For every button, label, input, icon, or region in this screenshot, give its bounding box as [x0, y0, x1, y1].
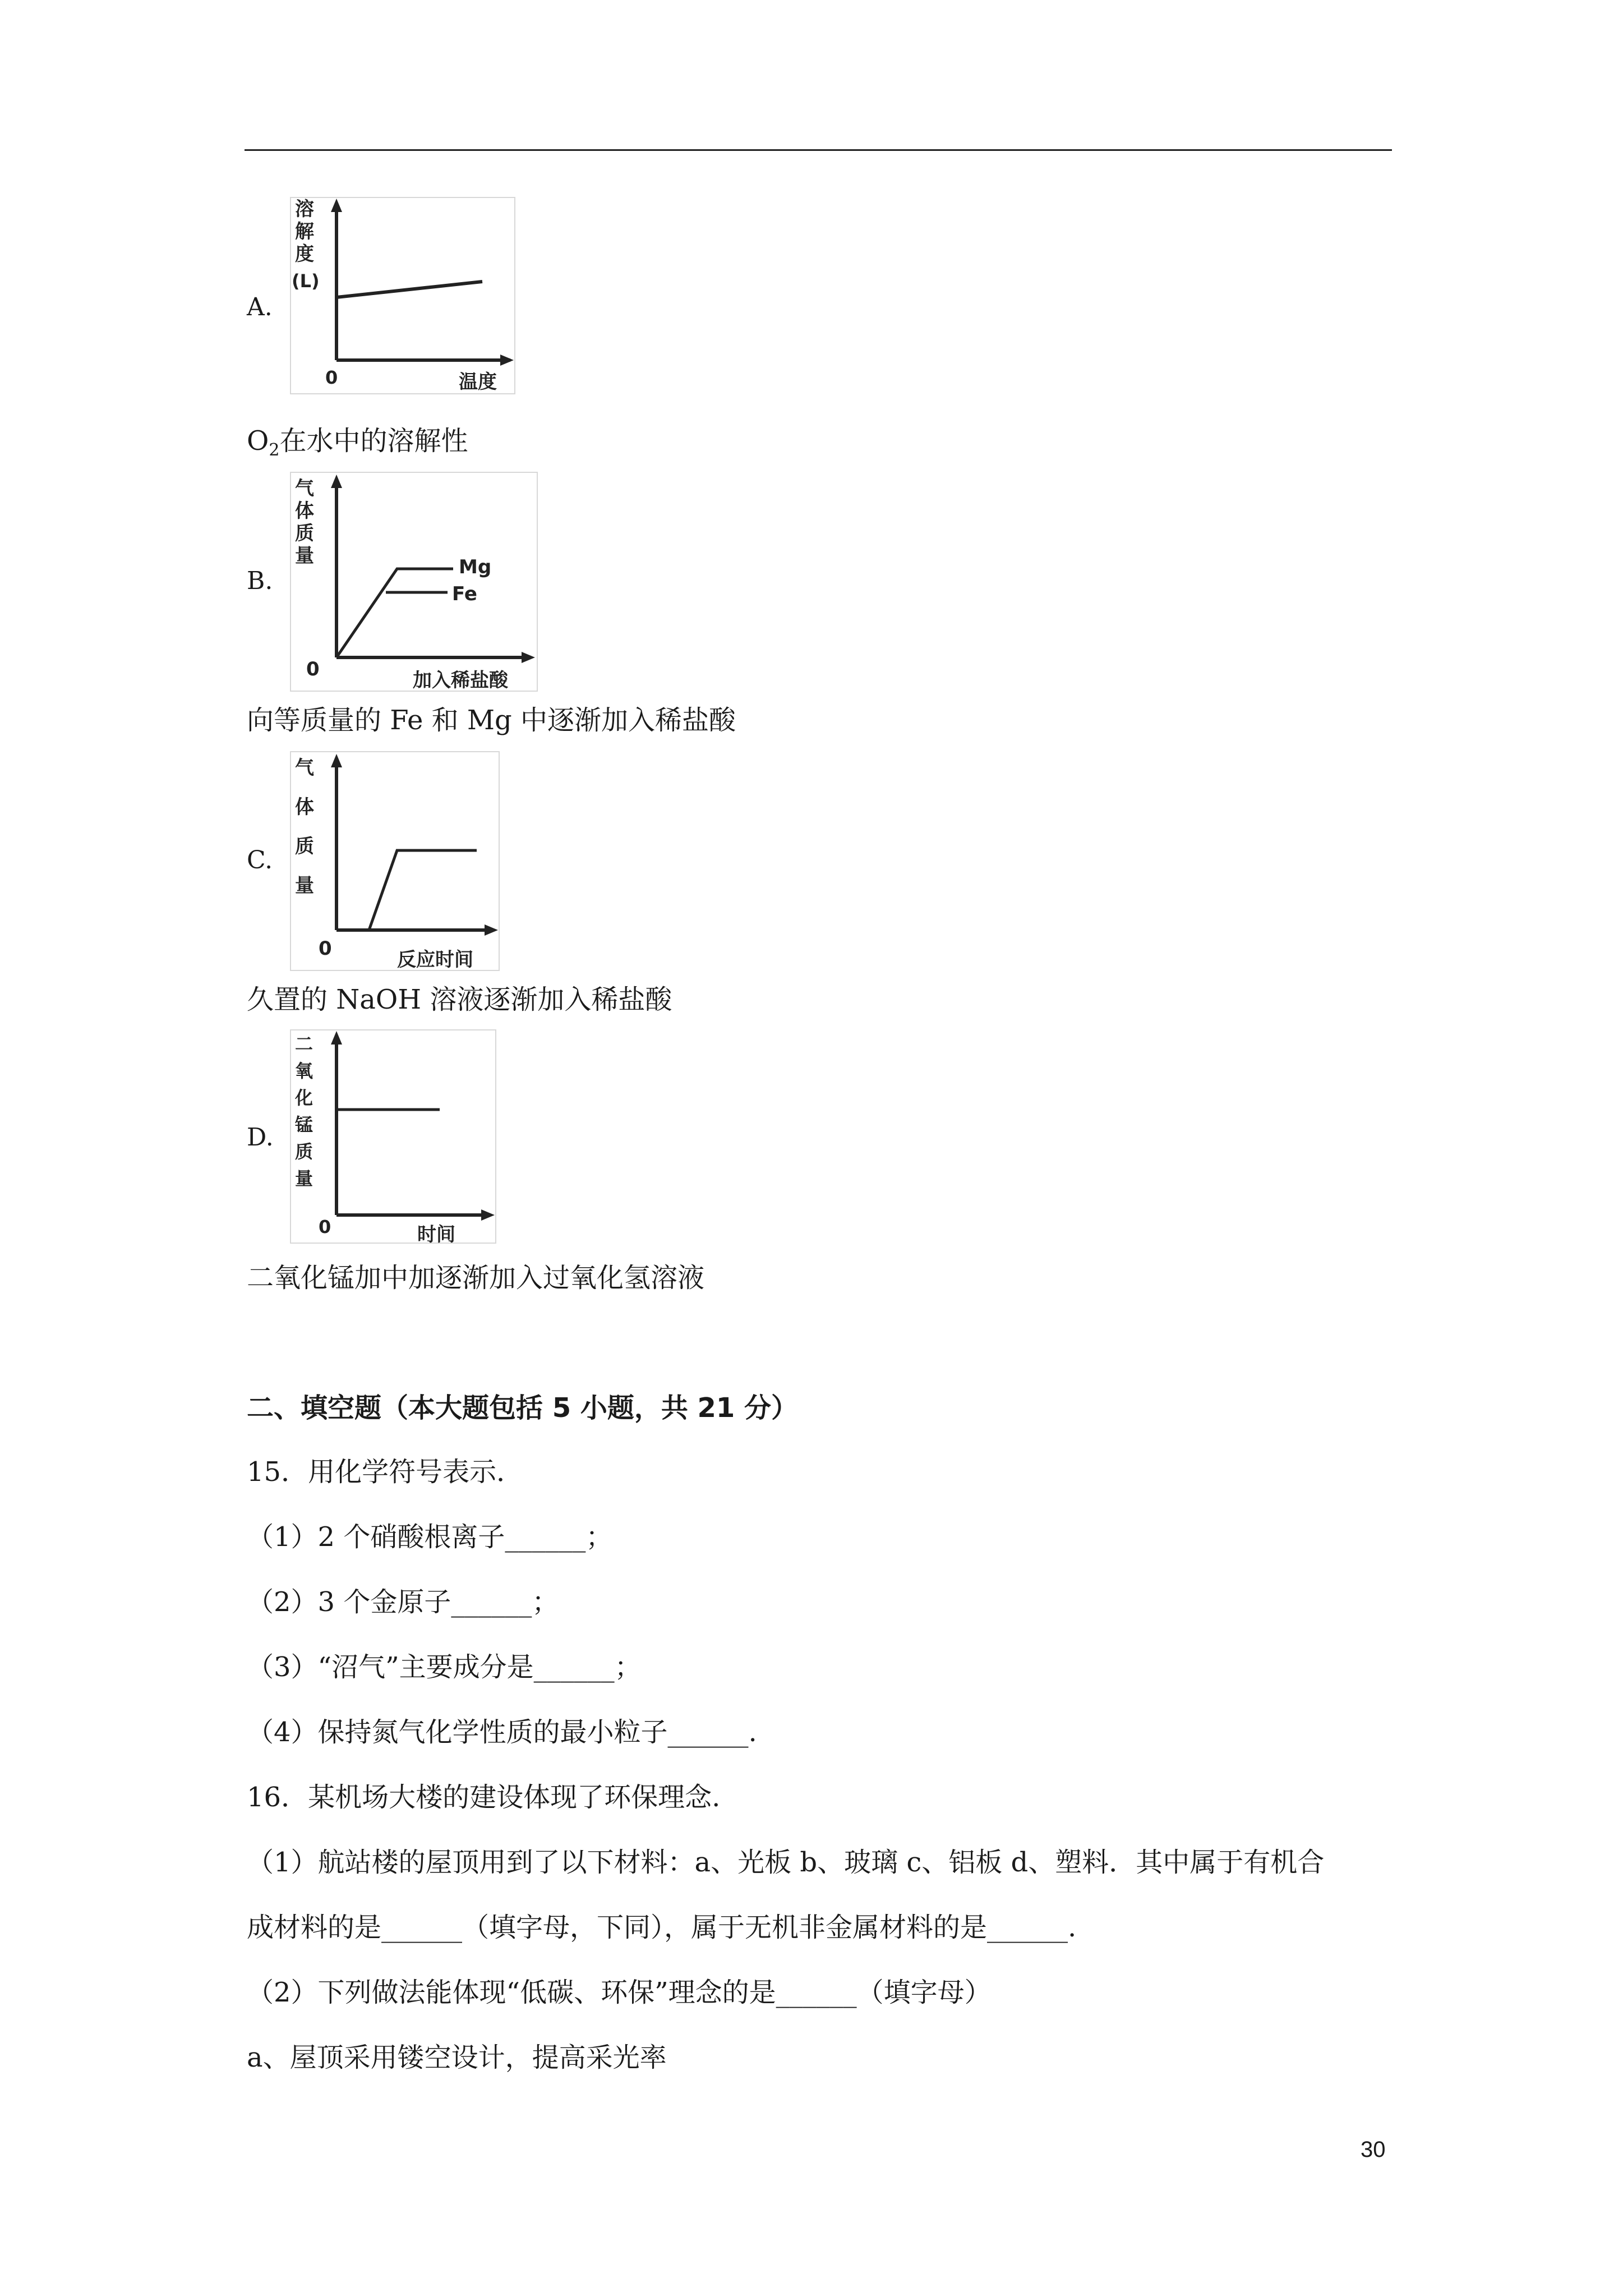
option-a-ylabel-1: 溶 — [295, 198, 314, 220]
option-b-ylabel-1: 气 — [295, 477, 314, 500]
option-b-letter: B. — [247, 567, 273, 595]
q16-line-4: a、屋顶采用镂空设计，提高采光率 — [247, 2042, 667, 2073]
option-b-graph — [291, 472, 537, 691]
option-a-ylabel-4: (L) — [292, 270, 320, 292]
header-rule — [245, 149, 1392, 151]
option-d-ylabel-2: 氧 — [295, 1060, 313, 1082]
option-c-caption: 久置的 NaOH 溶液逐渐加入稀盐酸 — [247, 984, 672, 1015]
option-b-ylabel-4: 量 — [295, 545, 314, 567]
option-d-ylabel-6: 量 — [295, 1168, 313, 1189]
option-a-origin: 0 — [325, 367, 338, 388]
option-a-ylabel-2: 解 — [295, 220, 314, 243]
option-b-caption: 向等质量的 Fe 和 Mg 中逐渐加入稀盐酸 — [247, 705, 736, 736]
option-a-caption: $O_2$在水中的溶解性 — [247, 425, 468, 460]
option-d-ylabel-3: 化 — [295, 1087, 313, 1108]
q16-line-2: 成材料的是______（填字母，下同），属于无机非金属材料的是______. — [247, 1912, 1077, 1943]
option-b-ylabel-2: 体 — [295, 500, 314, 522]
option-c-ylabel-3: 质 — [295, 835, 314, 858]
option-a-letter: A. — [247, 293, 273, 321]
option-a-graph — [291, 197, 515, 394]
series-label-mg: Mg — [459, 556, 492, 578]
q16-stem: 16．某机场大楼的建设体现了环保理念. — [247, 1782, 721, 1813]
option-b-origin: 0 — [306, 658, 320, 680]
option-d-ylabel-1: 二 — [295, 1033, 313, 1055]
option-c-letter: C. — [247, 846, 273, 875]
option-c-ylabel-1: 气 — [295, 757, 314, 779]
option-a-xlabel: 温度 — [459, 371, 497, 393]
option-d-graph — [291, 1030, 496, 1246]
option-d-ylabel-4: 锰 — [295, 1114, 313, 1135]
option-b-ylabel-3: 质 — [295, 522, 314, 545]
option-b-xlabel: 加入稀盐酸 — [413, 669, 508, 692]
option-c-graph — [291, 752, 499, 970]
page-number: 30 — [1361, 2137, 1386, 2162]
option-d-xlabel: 时间 — [417, 1223, 455, 1246]
q15-item-2: （2）3 个金原子______； — [247, 1586, 559, 1618]
option-c-ylabel-4: 量 — [295, 875, 314, 897]
option-c-origin: 0 — [319, 937, 332, 960]
option-d-origin: 0 — [319, 1216, 331, 1237]
option-c-ylabel-2: 体 — [295, 796, 314, 818]
q15-item-4: （4）保持氮气化学性质的最小粒子______. — [247, 1717, 757, 1748]
option-a-ylabel-3: 度 — [295, 243, 314, 265]
option-d-caption: 二氧化锰加中加逐渐加入过氧化氢溶液 — [247, 1262, 705, 1294]
section-heading: 二、填空题（本大题包括 5 小题，共 21 分） — [247, 1392, 799, 1424]
option-d-letter: D. — [247, 1123, 274, 1152]
q15-item-1: （1）2 个硝酸根离子______； — [247, 1521, 613, 1553]
q15-stem: 15．用化学符号表示． — [247, 1456, 524, 1488]
q16-line-1: （1）航站楼的屋顶用到了以下材料：a、光板 b、玻璃 c、铝板 d、塑料．其中属于有机合 — [247, 1847, 1325, 1878]
q16-line-3: （2）下列做法能体现“低碳、环保”理念的是______（填字母） — [247, 1977, 992, 2008]
option-c-xlabel: 反应时间 — [397, 949, 473, 971]
option-d-ylabel-5: 质 — [295, 1141, 313, 1162]
q15-item-3: （3）“沼气”主要成分是______； — [247, 1651, 642, 1683]
series-label-fe: Fe — [452, 583, 477, 605]
